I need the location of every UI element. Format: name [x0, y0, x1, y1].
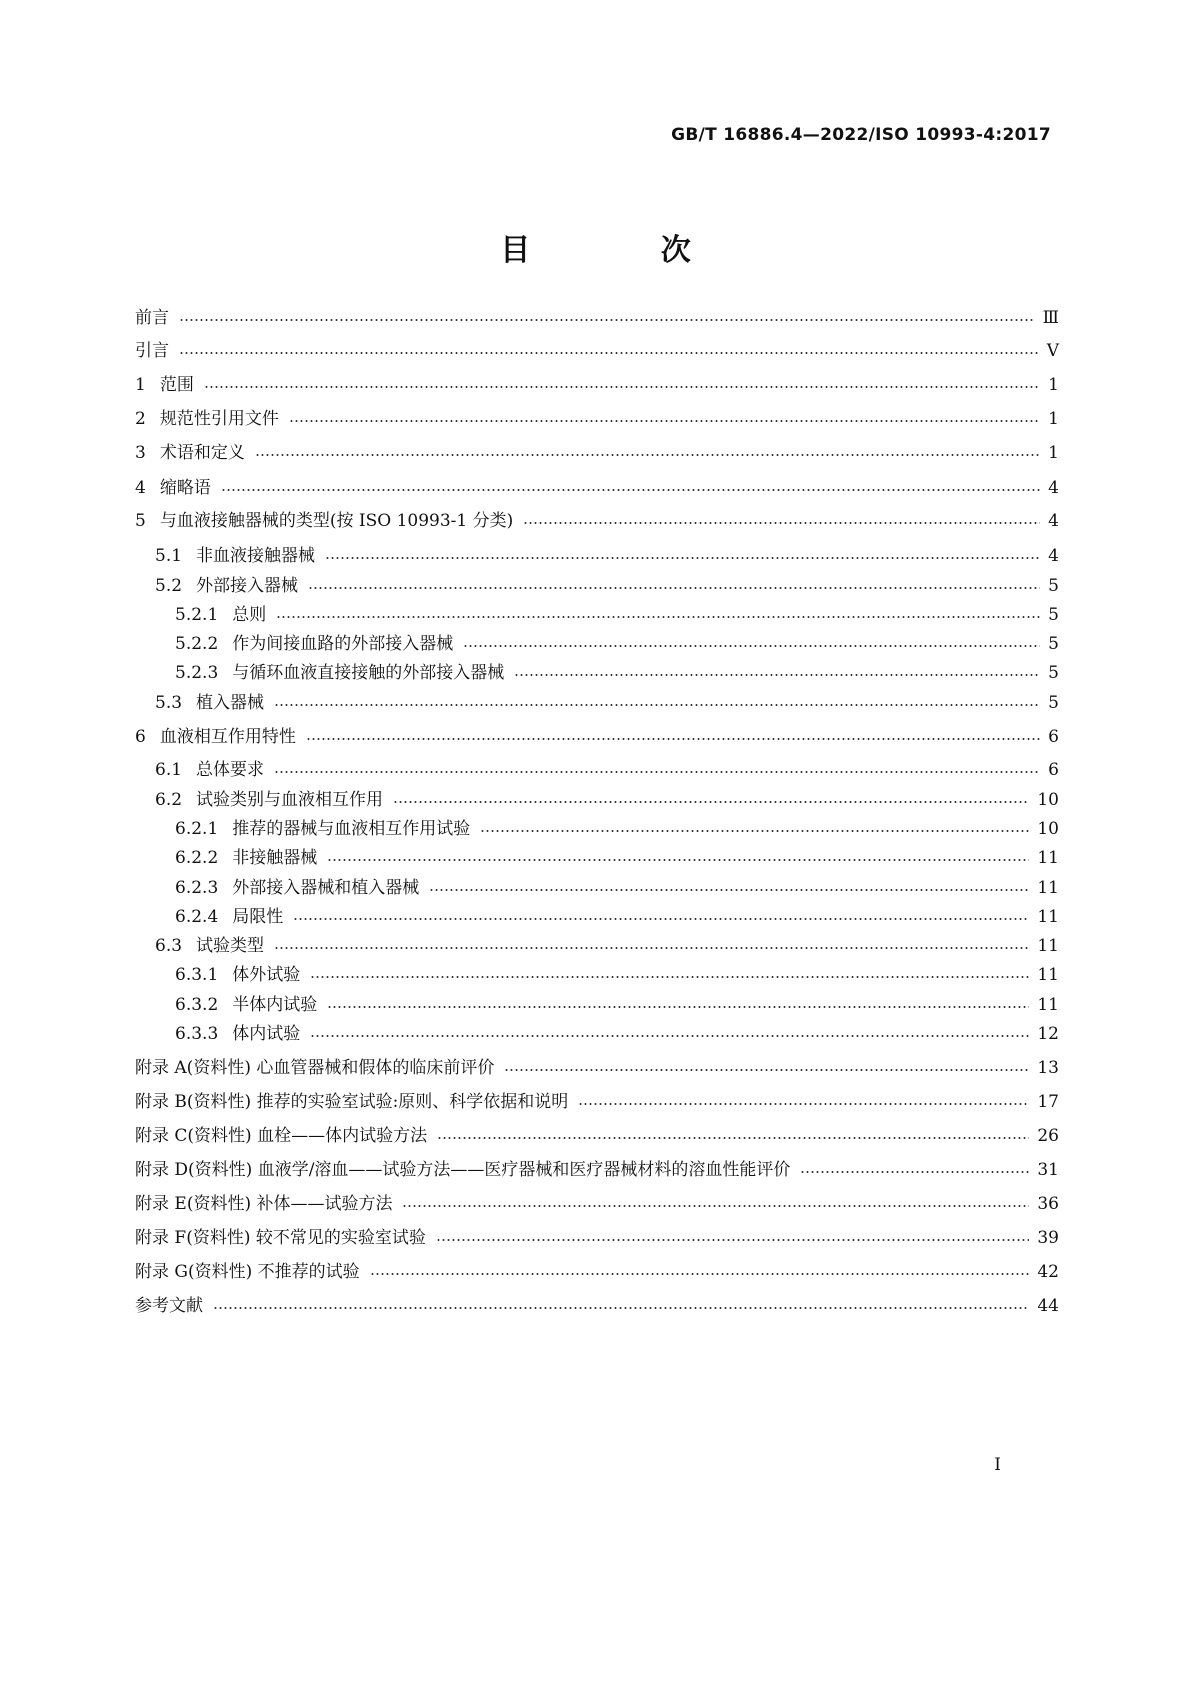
toc-entry-page: 5 [1048, 693, 1059, 713]
toc-entry-number: 6.2.1 [175, 819, 219, 839]
toc-entry-label: 规范性引用文件 [159, 409, 279, 429]
toc-entry-label: 与循环血液直接接触的外部接入器械 [232, 663, 505, 683]
toc-entry-page: 1 [1048, 443, 1059, 463]
toc-entry[interactable] [135, 755, 1059, 785]
toc-leader-dots [436, 1239, 1029, 1241]
toc-leader-dots [325, 557, 1040, 559]
toc-entry-label: 附录 E(资料性) 补体——试验方法 [135, 1194, 393, 1214]
toc-entry[interactable] [135, 571, 1059, 601]
toc-entry-page: 4 [1048, 478, 1059, 498]
toc-leader-dots [523, 522, 1040, 524]
toc-entry-page: 5 [1048, 605, 1059, 625]
toc-entry-page: 13 [1037, 1058, 1059, 1078]
toc-leader-dots [327, 1006, 1029, 1008]
toc-leader-dots [274, 771, 1040, 773]
toc-entry[interactable] [135, 960, 1059, 990]
toc-entry-number: 4 [135, 478, 146, 498]
toc-entry[interactable] [135, 600, 1059, 630]
toc-entry-page: 42 [1037, 1262, 1059, 1282]
toc-entry-page: 11 [1037, 848, 1059, 868]
toc-entry-number: 2 [135, 409, 146, 429]
toc-entry-number: 6.2.2 [175, 848, 219, 868]
toc-entry-number: 6.2.3 [175, 878, 219, 898]
toc-entry-label: 术语和定义 [159, 443, 245, 463]
toc-entry-page: 6 [1048, 760, 1059, 780]
toc-entry-page: 11 [1037, 907, 1059, 927]
toc-entry-label: 参考文献 [135, 1296, 203, 1316]
toc-entry[interactable] [135, 506, 1059, 536]
toc-entry[interactable] [135, 1019, 1059, 1049]
toc-entry-page: 1 [1048, 409, 1059, 429]
toc-entry-page: 6 [1048, 727, 1059, 747]
toc-leader-dots [276, 616, 1040, 618]
toc-leader-dots [800, 1171, 1029, 1173]
toc-leader-dots [310, 976, 1029, 978]
toc-entry[interactable] [135, 1053, 1059, 1083]
toc-entry-page: 11 [1037, 965, 1059, 985]
toc-entry-label: 非接触器械 [232, 848, 318, 868]
toc-entry-page: 10 [1037, 819, 1059, 839]
toc-entry[interactable] [135, 785, 1059, 815]
toc-entry-label: 血液相互作用特性 [159, 727, 296, 747]
toc-entry-page: 11 [1037, 995, 1059, 1015]
toc-entry[interactable] [135, 722, 1059, 752]
toc-entry[interactable] [135, 688, 1059, 718]
toc-entry-label: 与血液接触器械的类型(按 ISO 10993-1 分类) [159, 511, 514, 531]
toc-entry-number: 3 [135, 443, 146, 463]
toc-leader-dots [393, 801, 1029, 803]
toc-entry-page: 11 [1037, 936, 1059, 956]
toc-entry[interactable] [135, 1121, 1059, 1151]
toc-entry-label: 外部接入器械和植入器械 [232, 878, 420, 898]
toc-leader-dots [255, 454, 1040, 456]
toc-entry-page: 31 [1037, 1160, 1059, 1180]
toc-entry-number: 6.2 [155, 790, 183, 810]
toc-entry[interactable] [135, 990, 1059, 1020]
toc-entry-number: 5.1 [155, 546, 183, 566]
toc-entry[interactable] [135, 473, 1059, 503]
toc-entry[interactable] [135, 629, 1059, 659]
toc-leader-dots [480, 830, 1029, 832]
toc-entry-page: 11 [1037, 878, 1059, 898]
toc-entry-page: 1 [1048, 375, 1059, 395]
toc-leader-dots [204, 386, 1040, 388]
toc-entry[interactable] [135, 303, 1059, 333]
toc-entry-label: 缩略语 [159, 478, 211, 498]
toc-entry-number: 6.3.2 [175, 995, 219, 1015]
toc-entry-page: Ⅲ [1042, 308, 1059, 328]
standard-code-header: GB/T 16886.4—2022/ISO 10993-4:2017 [671, 125, 1051, 145]
toc-entry-label: 试验类型 [196, 936, 265, 956]
toc-leader-dots [370, 1273, 1030, 1275]
toc-entry[interactable] [135, 438, 1059, 468]
toc-leader-dots [327, 859, 1029, 861]
toc-entry-label: 引言 [135, 341, 169, 361]
toc-leader-dots [221, 489, 1040, 491]
toc-entry-page: 5 [1048, 576, 1059, 596]
toc-entry-number: 6.3 [155, 936, 183, 956]
toc-entry-page: 39 [1037, 1228, 1059, 1248]
toc-leader-dots [310, 1035, 1029, 1037]
toc-entry-label: 植入器械 [196, 693, 265, 713]
toc-entry-label: 体外试验 [232, 965, 301, 985]
toc-entry-page: 10 [1037, 790, 1059, 810]
toc-leader-dots [437, 1137, 1029, 1139]
toc-entry[interactable] [135, 902, 1059, 932]
page-title: 目 次 [500, 233, 751, 268]
toc-entry[interactable] [135, 370, 1059, 400]
toc-entry[interactable] [135, 931, 1059, 961]
toc-entry-label: 附录 A(资料性) 心血管器械和假体的临床前评价 [135, 1058, 495, 1078]
toc-leader-dots [274, 704, 1040, 706]
toc-entry-number: 1 [135, 375, 146, 395]
toc-entry-label: 总体要求 [196, 760, 265, 780]
toc-entry-label: 推荐的器械与血液相互作用试验 [232, 819, 471, 839]
toc-entry-page: 4 [1048, 546, 1059, 566]
toc-leader-dots [274, 947, 1029, 949]
toc-leader-dots [578, 1103, 1029, 1105]
toc-entry[interactable] [135, 873, 1059, 903]
toc-entry-label: 附录 C(资料性) 血栓——体内试验方法 [135, 1126, 428, 1146]
toc-entry-page: 44 [1037, 1296, 1059, 1316]
toc-entry[interactable] [135, 404, 1059, 434]
toc-entry-page: 26 [1037, 1126, 1059, 1146]
toc-leader-dots [289, 420, 1040, 422]
toc-leader-dots [213, 1307, 1029, 1309]
toc-leader-dots [514, 674, 1040, 676]
toc-entry[interactable] [135, 1291, 1059, 1321]
toc-entry-number: 6.1 [155, 760, 183, 780]
toc-entry-label: 附录 B(资料性) 推荐的实验室试验:原则、科学依据和说明 [135, 1092, 569, 1112]
toc-leader-dots [179, 319, 1035, 321]
toc-entry-page: 4 [1048, 511, 1059, 531]
toc-entry-label: 非血液接触器械 [196, 546, 316, 566]
toc-entry[interactable] [135, 541, 1059, 571]
toc-entry[interactable] [135, 658, 1059, 688]
toc-leader-dots [402, 1205, 1029, 1207]
toc-entry-number: 6 [135, 727, 146, 747]
toc-entry-label: 局限性 [232, 907, 284, 927]
toc-entry[interactable] [135, 1257, 1059, 1287]
toc-entry-number: 6.3.1 [175, 965, 219, 985]
toc-entry-number: 6.3.3 [175, 1024, 219, 1044]
toc-entry-label: 试验类别与血液相互作用 [196, 790, 384, 810]
toc-entry-label: 附录 G(资料性) 不推荐的试验 [135, 1262, 360, 1282]
toc-leader-dots [504, 1069, 1029, 1071]
toc-entry-number: 5.3 [155, 693, 183, 713]
toc-entry[interactable] [135, 1223, 1059, 1253]
toc-leader-dots [293, 918, 1029, 920]
toc-entry-number: 5.2.2 [175, 634, 219, 654]
toc-entry-page: 5 [1048, 663, 1059, 683]
toc-entry-label: 前言 [135, 308, 169, 328]
toc-entry-label: 体内试验 [232, 1024, 301, 1044]
toc-entry[interactable] [135, 814, 1059, 844]
toc-entry-page: Ⅴ [1046, 341, 1059, 361]
toc-leader-dots [308, 587, 1040, 589]
toc-entry-number: 5 [135, 511, 146, 531]
toc-entry-page: 36 [1037, 1194, 1059, 1214]
toc-entry-number: 6.2.4 [175, 907, 219, 927]
toc-entry-page: 12 [1037, 1024, 1059, 1044]
toc-leader-dots [463, 645, 1040, 647]
toc-entry[interactable] [135, 843, 1059, 873]
toc-leader-dots [179, 352, 1039, 354]
toc-entry-number: 5.2.1 [175, 605, 219, 625]
toc-entry-label: 附录 D(资料性) 血液学/溶血——试验方法——医疗器械和医疗器械材料的溶血性能评价 [135, 1160, 791, 1180]
toc-entry-label: 半体内试验 [232, 995, 318, 1015]
toc-entry-page: 17 [1037, 1092, 1059, 1112]
toc-leader-dots [429, 889, 1029, 891]
toc-entry-label: 外部接入器械 [196, 576, 299, 596]
toc-entry-number: 5.2 [155, 576, 183, 596]
toc-entry[interactable] [135, 1155, 1059, 1185]
toc-entry[interactable] [135, 1087, 1059, 1117]
page-number: I [994, 1455, 1001, 1475]
toc-entry-label: 范围 [159, 375, 194, 395]
toc-entry[interactable] [135, 336, 1059, 366]
toc-leader-dots [306, 738, 1040, 740]
toc-entry[interactable] [135, 1189, 1059, 1219]
toc-entry-number: 5.2.3 [175, 663, 219, 683]
toc-entry-page: 5 [1048, 634, 1059, 654]
toc-entry-label: 附录 F(资料性) 较不常见的实验室试验 [135, 1228, 426, 1248]
toc-entry-label: 作为间接血路的外部接入器械 [232, 634, 454, 654]
toc-entry-label: 总则 [232, 605, 267, 625]
